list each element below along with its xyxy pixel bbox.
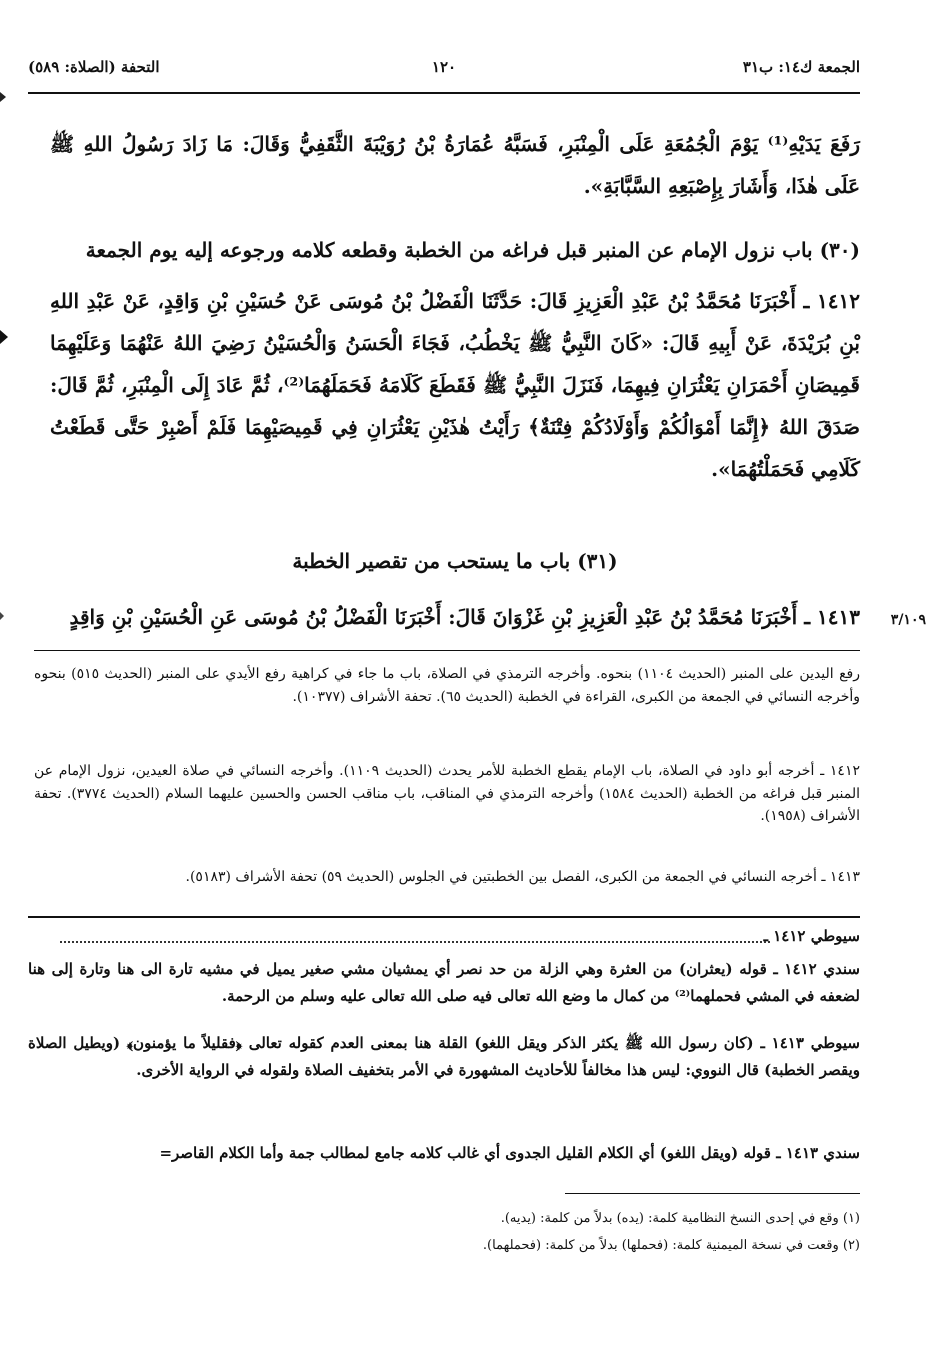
running-header (28, 58, 860, 80)
footnote-rule (565, 1193, 860, 1194)
hadith-continuation: رَفَعَ يَدَيْهِ⁽¹⁾ يَوْمَ الْجُمُعَةِ عَلَى الْمِنْبَرِ، فَسَبَّهُ عُمَارَةُ بْنُ رُوَيْبَةَ الثَّقَفِيُّ وَقَالَ: مَا زَادَ رَسُولُ اللهِ ﷺ عَلَى هٰذَا، وَأَشَارَ بِإِصْبَعِهِ السَّبَّابَةِ». (50, 132, 861, 198)
page-number: ١٢٠ (431, 58, 457, 76)
scan-edge-mark (0, 612, 4, 620)
takhrij-rule (34, 650, 860, 651)
chapter-heading-31: (٣١) باب ما يستحب من تقصير الخطبة (292, 549, 618, 573)
hadith-1413: ١٤١٣ ـ أَخْبَرَنَا مُحَمَّدُ بْنُ عَبْدِ الْعَزِيزِ بْنِ غَزْوَانَ قَالَ: أَخْبَرَنَا الْفَضْلُ بْنُ مُوسَى عَنِ الْحُسَيْنِ بْنِ وَاقِدٍ (69, 605, 860, 629)
margin-volume-ref: ٣/١٠٩ (890, 612, 926, 628)
sharh-rule (28, 916, 860, 918)
header-rule (28, 92, 860, 94)
sindi-1413: سندي ١٤١٣ ـ قوله (ويقل اللغو) أي الكلام القليل الجدوى أي غالب كلامه جامع لمطالب جمة وأما الكلام القاصر= (159, 1144, 860, 1162)
footnote-2: (٢) وقعت في نسخة الميمنية كلمة: (فحملها) بدلاً من كلمة: (فحملهما). (482, 1238, 860, 1253)
sindi-1412: سندي ١٤١٢ ـ قوله (يعثران) من العثرة وهي الزلة من حد نصر أي يمشيان مشي صغير يميل في مشيه تارة الى هنا وتارة إلى هنا لضعفه في المشي فحملهما⁽²⁾ من كمال ما وضع الله تعالى فيه صلى الله تعالى عليه وسلم من الرحمة. (28, 960, 861, 1005)
takhrij-note-1411: رفع اليدين على المنبر (الحديث ١١٠٤) بنحوه. وأخرجه الترمذي في الصلاة، باب ما جاء في كراهية رفع الأيدي على المنبر (الحديث ٥١٥) بنحوه وأخرجه النسائي في الجمعة من الكبرى، القراءة في الخطبة (الحديث ٦٥). تحفة الأشراف (١٠٣٧٧). (34, 666, 860, 705)
scan-edge-mark (0, 330, 8, 344)
header-tuhfa-ref: التحفة (الصلاة: ٥٨٩) (28, 58, 160, 76)
suyuti-1413: سيوطي ١٤١٣ ـ (كان رسول الله ﷺ يكثر الذكر ويقل اللغو) القلة هنا بمعنى العدم كقوله تعالى ﴿فقليلاً ما يؤمنون﴾ (ويطيل الصلاة ويقصر الخطبة) قال النووي: ليس هذا مخالفاً للأحاديث المشهورة في الأمر بتخفيف الصلاة ولقوله في الرواية الأخرى. (28, 1034, 861, 1079)
chapter-heading-30: (٣٠) باب نزول الإمام عن المنبر قبل فراغه من الخطبة وقطعه كلامه ورجوعه إليه يوم الجمعة (85, 238, 860, 262)
footnote-1: (١) وقع في إحدى النسخ النظامية كلمة: (يده) بدلاً من كلمة: (يديه). (500, 1211, 860, 1226)
takhrij-note-1413: ١٤١٣ ـ أخرجه النسائي في الجمعة من الكبرى، الفصل بين الخطبتين في الجلوس (الحديث ٥٩) تحفة الأشراف (٥١٨٣). (185, 869, 860, 885)
suyuti-1412-label: سيوطي ١٤١٢ ـ (763, 927, 860, 945)
header-chapter-ref: الجمعة ك١٤: ب٣١ (742, 58, 860, 76)
scan-edge-mark (0, 92, 6, 102)
dotted-leader (60, 941, 770, 943)
hadith-1412: ١٤١٢ ـ أَخْبَرَنَا مُحَمَّدُ بْنُ عَبْدِ الْعَزِيزِ قَالَ: حَدَّثَنَا الْفَضْلُ بْنُ مُوسَى عَنْ حُسَيْنِ بْنِ وَاقِدٍ، عَنْ عَبْدِ اللهِ بْنِ بُرَيْدَةَ، عَنْ أَبِيهِ قَالَ: «كَانَ النَّبِيُّ ﷺ يَخْطُبُ، فَجَاءَ الْحَسَنُ وَالْحُسَيْنُ رَضِيَ اللهُ عَنْهُمَا وَعَلَيْهِمَا قَمِيصَانِ أَحْمَرَانِ يَعْثُرَانِ فِيهِمَا، فَنَزَلَ النَّبِيُّ ﷺ فَقَطَعَ كَلَامَهُ فَحَمَلَهُمَا⁽²⁾، ثُمَّ عَادَ إِلَى الْمِنْبَرِ، ثُمَّ قَالَ: صَدَقَ اللهُ ﴿إِنَّمَا أَمْوَالُكُمْ وَأَوْلَادُكُمْ فِتْنَةٌ﴾ رَأَيْتُ هٰذَيْنِ يَعْثُرَانِ فِي قَمِيصَيْهِمَا فَلَمْ أَصْبِرْ حَتَّى قَطَعْتُ كَلَامِي فَحَمَلْتُهُمَا». (50, 289, 860, 481)
takhrij-note-1412: ١٤١٢ ـ أخرجه أبو داود في الصلاة، باب الإمام يقطع الخطبة للأمر يحدث (الحديث ١١٠٩). وأخرجه النسائي في صلاة العيدين، نزول الإمام عن المنبر قبل فراغه من الخطبة (الحديث ١٥٨٤) وأخرجه الترمذي في المناقب، باب مناقب الحسن والحسين عليهما السلام (الحديث ٣٧٧٤). تحفة الأشراف (١٩٥٨). (34, 763, 860, 824)
